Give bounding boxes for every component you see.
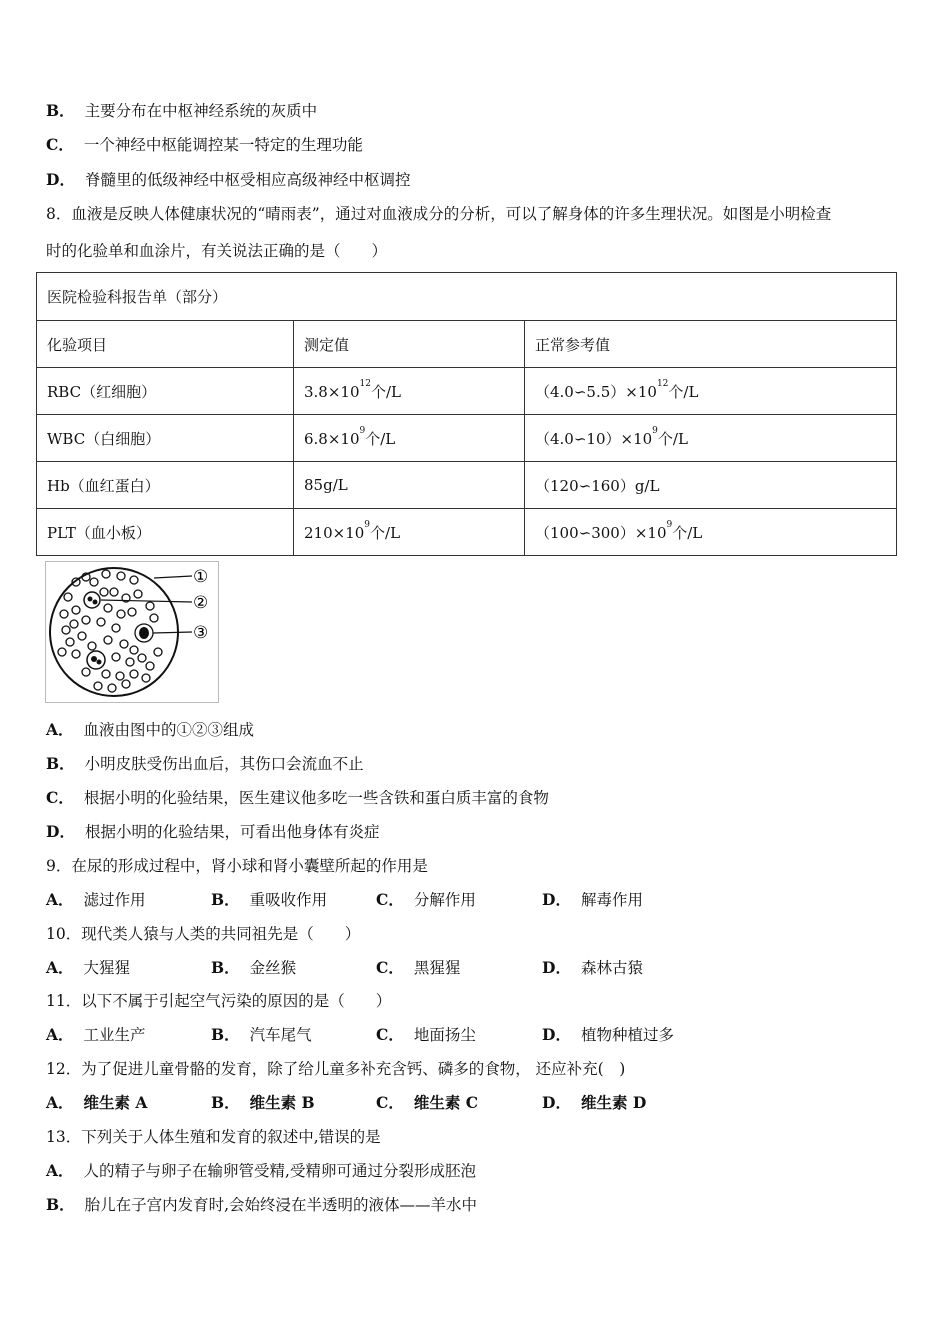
cell-item: Hb（血红蛋白） <box>37 462 294 509</box>
table-header-row <box>37 321 897 368</box>
q10-option-a: A． 大猩猩 <box>46 958 131 977</box>
smear-label-3: ③ <box>193 623 209 643</box>
q10-stem: 10．现代类人猿与人类的共同祖先是（ ） <box>46 925 361 943</box>
q11-option-a: A． 工业生产 <box>46 1025 146 1044</box>
q9-option-d: D． 解毒作用 <box>542 890 643 909</box>
cell-reference: $(100∽300)\times 10^9$个/L <box>525 509 897 556</box>
q13-option-a: A． 人的精子与卵子在输卵管受精,受精卵可通过分裂形成胚泡 <box>46 1161 476 1180</box>
header-value: 测定值 <box>294 321 525 368</box>
q12-option-c: C． 维生素 C <box>376 1093 479 1112</box>
table-caption: 医院检验科报告单（部分） <box>37 273 897 321</box>
q13-stem: 13．下列关于人体生殖和发育的叙述中,错误的是 <box>46 1128 381 1146</box>
table-row <box>37 509 897 556</box>
q13-option-b: B． 胎儿在子宫内发育时,会始终浸在半透明的液体——羊水中 <box>46 1195 478 1214</box>
q9-option-c: C． 分解作用 <box>376 890 476 909</box>
cell-reference: （120∽160）g/L <box>525 462 897 509</box>
option-b: B． 主要分布在中枢神经系统的灰质中 <box>46 101 318 120</box>
cell-value: $3.8\times 10^{12}$个/L <box>294 368 525 415</box>
table-row <box>37 462 897 509</box>
q8-option-b: B． 小明皮肤受伤出血后，其伤口会流血不止 <box>46 754 364 773</box>
header-item: 化验项目 <box>37 321 294 368</box>
cell-item: PLT（血小板） <box>37 509 294 556</box>
q11-stem: 11．以下不属于引起空气污染的原因的是（ ） <box>46 992 392 1010</box>
cell-value: $6.8\times 10^9$个/L <box>294 415 525 462</box>
table-row <box>37 368 897 415</box>
q10-option-b: B． 金丝猴 <box>211 958 297 977</box>
q9-option-b: B． 重吸收作用 <box>211 890 328 909</box>
q8-option-c: C． 根据小明的化验结果，医生建议他多吃一些含铁和蛋白质丰富的食物 <box>46 788 549 807</box>
q12-option-a: A． 维生素 A <box>46 1093 148 1112</box>
cell-reference: $(4.0∽10)\times 10^9$个/L <box>525 415 897 462</box>
option-c: C． 一个神经中枢能调控某一特定的生理功能 <box>46 135 363 154</box>
q8-stem-line2: 时的化验单和血涂片，有关说法正确的是（ ） <box>46 242 388 260</box>
q10-option-d: D． 森林古猿 <box>542 958 643 977</box>
q9-stem: 9．在尿的形成过程中，肾小球和肾小囊壁所起的作用是 <box>46 857 428 875</box>
lab-report-table <box>36 272 897 556</box>
header-reference: 正常参考值 <box>525 321 897 368</box>
cell-item: RBC（红细胞） <box>37 368 294 415</box>
blood-smear-figure <box>45 561 219 703</box>
q11-option-b: B． 汽车尾气 <box>211 1025 312 1044</box>
q12-option-d: D． 维生素 D <box>542 1093 647 1112</box>
cell-item: WBC（白细胞） <box>37 415 294 462</box>
smear-label-1: ① <box>193 567 209 587</box>
q11-option-c: C． 地面扬尘 <box>376 1025 476 1044</box>
cell-value: 85g/L <box>294 462 525 509</box>
cell-reference: $(4.0∽5.5)\times 10^{12}$个/L <box>525 368 897 415</box>
smear-label-2: ② <box>193 593 209 613</box>
q11-option-d: D． 植物种植过多 <box>542 1025 674 1044</box>
q10-option-c: C． 黑猩猩 <box>376 958 461 977</box>
blood-smear-icon <box>46 562 218 702</box>
q9-option-a: A． 滤过作用 <box>46 890 146 909</box>
q8-stem-line1: 8．血液是反映人体健康状况的“晴雨表”，通过对血液成分的分析，可以了解身体的许多生理状况。如图是小明检查 <box>46 205 832 223</box>
table-row <box>37 415 897 462</box>
q12-option-b: B． 维生素 B <box>211 1093 315 1112</box>
cell-value: $210\times 10^9$个/L <box>294 509 525 556</box>
q12-stem: 12．为了促进儿童骨骼的发育，除了给儿童多补充含钙、磷多的食物， 还应补充( ) <box>46 1060 626 1078</box>
q8-option-d: D． 根据小明的化验结果，可看出他身体有炎症 <box>46 822 380 841</box>
q8-option-a: A． 血液由图中的①②③组成 <box>46 720 255 739</box>
option-d: D． 脊髓里的低级神经中枢受相应高级神经中枢调控 <box>46 170 411 189</box>
